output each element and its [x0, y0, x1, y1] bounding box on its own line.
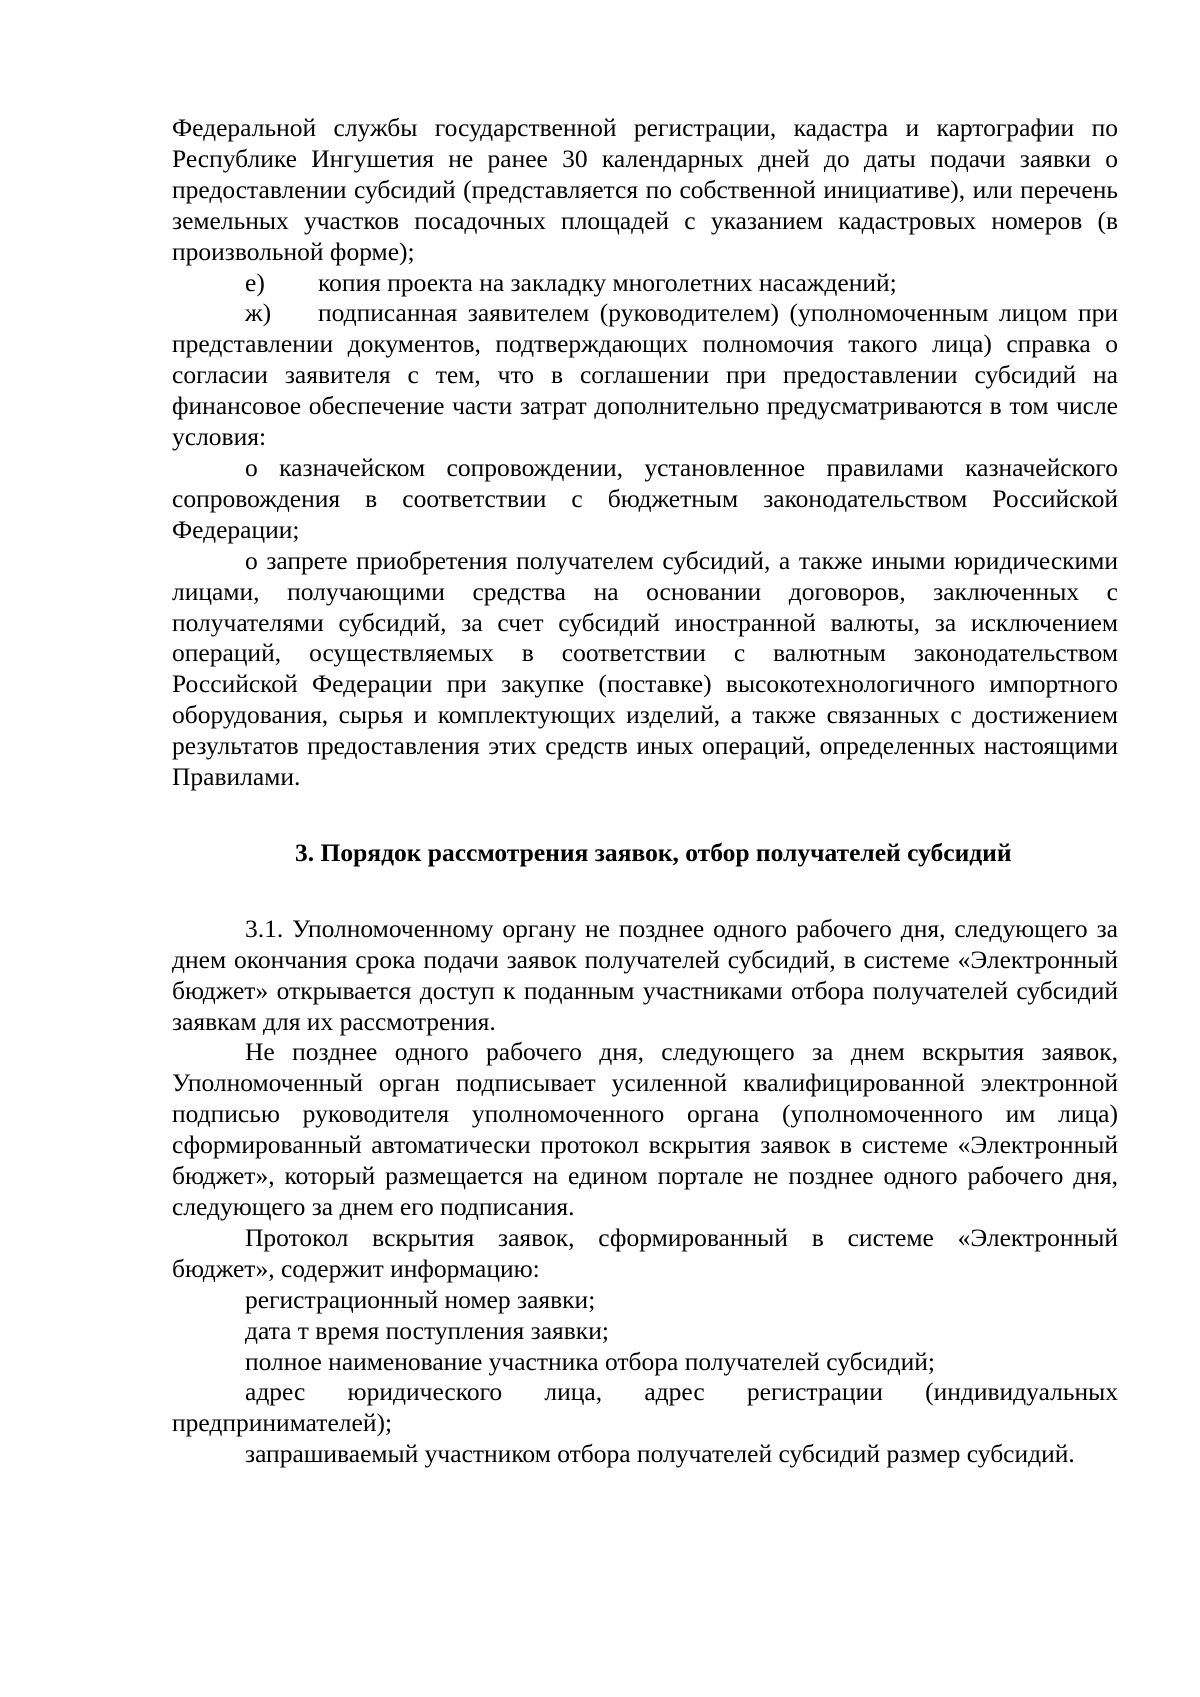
continuation-paragraph: Федеральной службы государственной регистрации, кадастра и картографии по Республике Ингушетия не ранее 30 календарных дней до даты подачи заявки о предоставлении субсидий (представляется по собственной инициативе), или перечень земельных участков посадочных площадей с указанием кадастровых номеров (в произвольной форме);: [172, 113, 1118, 266]
protocol-item-date-time: дата т время поступления заявки;: [245, 1315, 609, 1345]
list-item-zh-marker: ж): [245, 298, 272, 328]
list-item-zh-text: подписанная заявителем (руководителем) (уполномоченным лицом при представлении документов, подтверждающих полномочия такого лица) справка о согласии заявителя с тем, что в соглашении при предоставлении субсидий на финансовое обеспечение части затрат дополнительно предусматриваются в том числе условия:: [172, 298, 1118, 452]
paragraph-3-1: 3.1. Уполномоченному органу не позднее одного рабочего дня, следующего за днем окончания срока подачи заявок получателей субсидий, в системе «Электронный бюджет» открывается доступ к поданным участниками отбора получателей субсидий заявкам для их рассмотрения.: [172, 913, 1118, 1036]
list-item-zh: [172, 298, 1118, 453]
list-item-e-text: копия проекта на закладку многолетних насаждений;: [318, 267, 897, 297]
protocol-item-reg-number: регистрационный номер заявки;: [245, 1284, 596, 1314]
condition-treasury-paragraph: о казначейском сопровождении, установленное правилами казначейского сопровождения в соответствии с бюджетным законодательством Российской Федерации;: [172, 452, 1118, 544]
signing-paragraph: Не позднее одного рабочего дня, следующего за днем вскрытия заявок, Уполномоченный орган подписывает усиленной квалифицированной электронной подписью руководителя уполномоченного органа (уполномоченного им лица) сформированный автоматически протокол вскрытия заявок в системе «Электронный бюджет», который размещается на едином портале не позднее одного рабочего дня, следующего за днем его подписания.: [172, 1037, 1118, 1221]
list-item-e: [172, 268, 1118, 299]
protocol-item-full-name: полное наименование участника отбора получателей субсидий;: [245, 1346, 935, 1376]
protocol-item-address: адрес юридического лица, адрес регистрации (индивидуальных предпринимателей);: [172, 1377, 1118, 1438]
protocol-item-amount: запрашиваемый участником отбора получателей субсидий размер субсидий.: [245, 1439, 1075, 1469]
document-body: [172, 113, 1118, 1470]
list-item-e-marker: е): [245, 267, 265, 297]
condition-currency-paragraph: о запрете приобретения получателем субсидий, а также иными юридическими лицами, получающими средства на основании договоров, заключенных с получателями субсидий, за счет субсидий иностранной валюты, за исключением операций, осуществляемых в соответствии с валютным законодательством Российской Федерации при закупке (поставке) высокотехнологичного импортного оборудования, сырья и комплектующих изделий, а также связанных с достижением результатов предоставления этих средств иных операций, определенных настоящими Правилами.: [172, 545, 1118, 792]
protocol-paragraph: Протокол вскрытия заявок, сформированный в системе «Электронный бюджет», содержит информацию:: [172, 1222, 1118, 1283]
section-heading: 3. Порядок рассмотрения заявок, отбор получателей субсидий: [295, 837, 1012, 867]
